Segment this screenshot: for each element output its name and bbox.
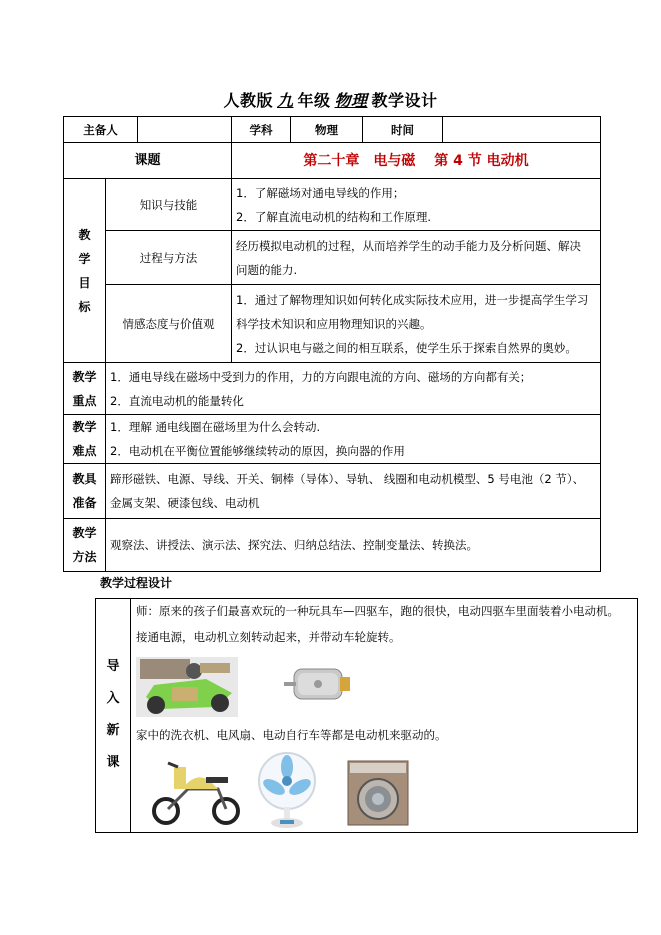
header-row (64, 117, 601, 143)
topic-row (64, 143, 601, 179)
subject-label: 学科 (232, 117, 291, 143)
time-label: 时间 (363, 117, 443, 143)
materials-content: 蹄形磁铁、电源、导线、开关、铜棒（导体）、导轨、 线圈和电动机模型、5 号电池（2 节）、 金属支架、硬漆包线、电动机 (106, 464, 601, 519)
objective-content: 1．通过了解物理知识如何转化成实际技术应用，进一步提高学生学习 科学技术知识和应用物理知识的兴趣。 2．过认识电与磁之间的相互联系，使学生乐于探索自然界的奥妙。 (232, 285, 601, 363)
objectives-label: 教 学 目 标 (64, 179, 106, 363)
topic-label: 课题 (64, 143, 232, 179)
intro-paragraph: 师：原来的孩子们最喜欢玩的一种玩具车—四驱车，跑的很快，电动四驱车里面装着小电动机。 接通电源，电动机立刻转动起来，并带动车轮旋转。 (136, 604, 619, 644)
section-label: 导 入 新 课 (96, 599, 131, 832)
time-value (443, 117, 601, 143)
objective-name: 情感态度与价值观 (106, 285, 232, 363)
key-points-content: 1．通电导线在磁场中受到力的作用，力的方向跟电流的方向、磁场的方向都有关； 2．直流电动机的能量转化 (106, 363, 601, 415)
difficulties-label: 教学 难点 (64, 415, 106, 464)
preparer-label: 主备人 (64, 117, 138, 143)
objective-row-attitude (64, 285, 601, 363)
key-points-label: 教学 重点 (64, 363, 106, 415)
preparer-value (138, 117, 232, 143)
page-title: 人教版 九 年级 物理 教学设计 (223, 91, 438, 110)
process-box (95, 598, 638, 833)
home-appliances-paragraph: 家中的洗衣机、电风扇、电动自行车等都是电动机来驱动的。 (136, 728, 447, 742)
electric-bike-photo (148, 759, 246, 825)
lesson-plan-table (63, 116, 601, 572)
objective-content: 1．了解磁场对通电导线的作用； 2．了解直流电动机的结构和工作原理. (232, 179, 601, 231)
methods-label: 教学 方法 (64, 519, 106, 572)
methods-row (64, 519, 601, 572)
dc-motor-photo (284, 661, 356, 705)
process-heading: 教学过程设计 (100, 576, 173, 590)
difficulties-row (64, 415, 601, 464)
materials-row (64, 464, 601, 519)
key-points-row (64, 363, 601, 415)
toy-car-photo (136, 657, 238, 717)
objective-content: 经历模拟电动机的过程，从而培养学生的动手能力及分析问题、解决 问题的能力. (232, 231, 601, 285)
washing-machine-photo (346, 759, 410, 827)
objective-name: 过程与方法 (106, 231, 232, 285)
methods-content: 观察法、讲授法、演示法、探究法、归纳总结法、控制变量法、转换法。 (106, 519, 601, 572)
materials-label: 教具 准备 (64, 464, 106, 519)
objective-row-process (64, 231, 601, 285)
objective-name: 知识与技能 (106, 179, 232, 231)
objective-row-knowledge (64, 179, 601, 231)
subject-value: 物理 (291, 117, 363, 143)
difficulties-content: 1．理解 通电线圈在磁场里为什么会转动. 2．电动机在平衡位置能够继续转动的原因，换向器的作用 (106, 415, 601, 464)
electric-fan-photo (252, 751, 322, 829)
topic-value: 第二十章 电与磁 第 4 节 电动机 (232, 143, 601, 179)
